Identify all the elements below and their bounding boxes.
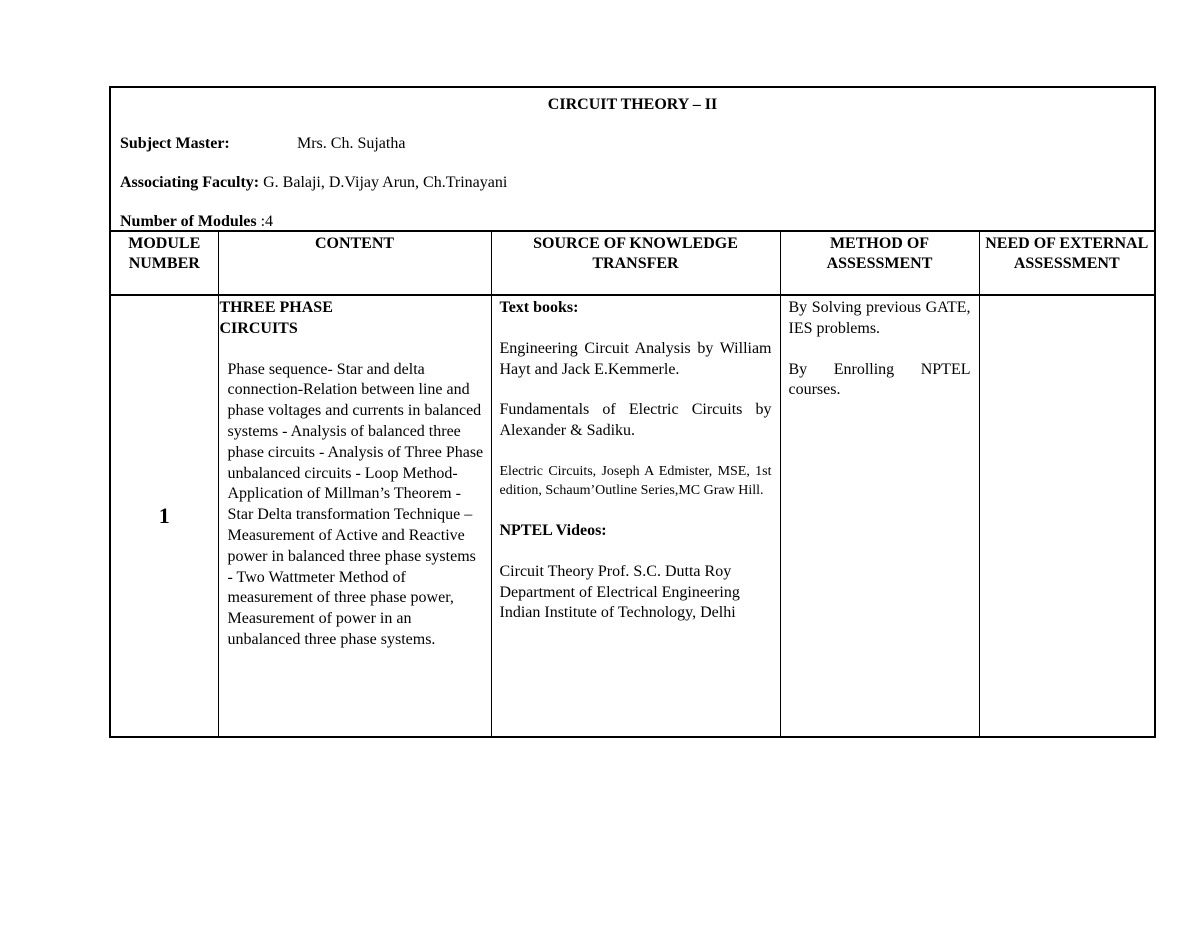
course-header xyxy=(111,88,1154,232)
associating-faculty-label: Associating Faculty: xyxy=(120,174,260,191)
number-of-modules-label: Number of Modules xyxy=(120,213,257,230)
header-external: NEED OF EXTERNAL ASSESSMENT xyxy=(979,232,1154,295)
header-content: CONTENT xyxy=(218,232,491,295)
textbook-entry: Engineering Circuit Analysis by William Hayt and Jack E.Kemmerle. xyxy=(499,339,772,378)
module-number-cell: 1 xyxy=(158,502,170,528)
header-method: METHOD OF ASSESSMENT xyxy=(780,232,979,295)
table-row xyxy=(111,295,1154,736)
nptel-heading: NPTEL Videos: xyxy=(499,521,607,539)
nptel-entry: Circuit Theory Prof. S.C. Dutta Roy Department of Electrical Engineering Indian Institute of Technology, Delhi xyxy=(499,562,740,622)
subject-master-line xyxy=(120,135,406,153)
associating-faculty-line xyxy=(120,174,507,192)
associating-faculty-value: G. Balaji, D.Vijay Arun, Ch.Trinayani xyxy=(263,174,508,191)
textbook-entry: Electric Circuits, Joseph A Edmister, MSE, 1st edition, Schaum’Outline Series,MC Graw Hill. xyxy=(499,463,772,499)
course-title: CIRCUIT THEORY – II xyxy=(547,96,718,113)
source-cell xyxy=(491,295,780,736)
number-of-modules-line xyxy=(120,213,273,231)
module-topic-line1: THREE PHASE xyxy=(219,299,333,316)
subject-master-label: Subject Master: xyxy=(120,135,230,152)
header-source: SOURCE OF KNOWLEDGE TRANSFER xyxy=(491,232,780,295)
number-of-modules-value: :4 xyxy=(260,213,274,230)
assessment-method: By Enrolling NPTEL courses. xyxy=(788,360,971,399)
course-plan-document xyxy=(109,86,1156,738)
module-description: Phase sequence- Star and delta connection-Relation between line and phase voltages and currents in balanced systems - Analysis of balanced three phase circuits - Analysis of Three Phase unbalanced circuits - Loop Method- Application of Millman’s Theorem - Star Delta transformation Technique – Measurement of Active and Reactive power in balanced three phase systems - Two Wattmeter Method of measurement of three phase power, Measurement of power in an unbalanced three phase systems. xyxy=(227,360,484,648)
subject-master-value: Mrs. Ch. Sujatha xyxy=(297,135,406,152)
module-table xyxy=(111,232,1154,736)
method-cell xyxy=(780,295,979,736)
content-cell xyxy=(218,295,491,736)
external-assessment-cell xyxy=(979,295,1154,736)
assessment-method: By Solving previous GATE, IES problems. xyxy=(788,299,971,337)
header-module-number: MODULE NUMBER xyxy=(111,232,218,295)
table-header-row xyxy=(111,232,1154,295)
textbooks-heading: Text books: xyxy=(499,299,579,316)
textbook-entry: Fundamentals of Electric Circuits by Alexander & Sadiku. xyxy=(499,401,772,440)
module-topic-line2: CIRCUITS xyxy=(219,319,298,337)
